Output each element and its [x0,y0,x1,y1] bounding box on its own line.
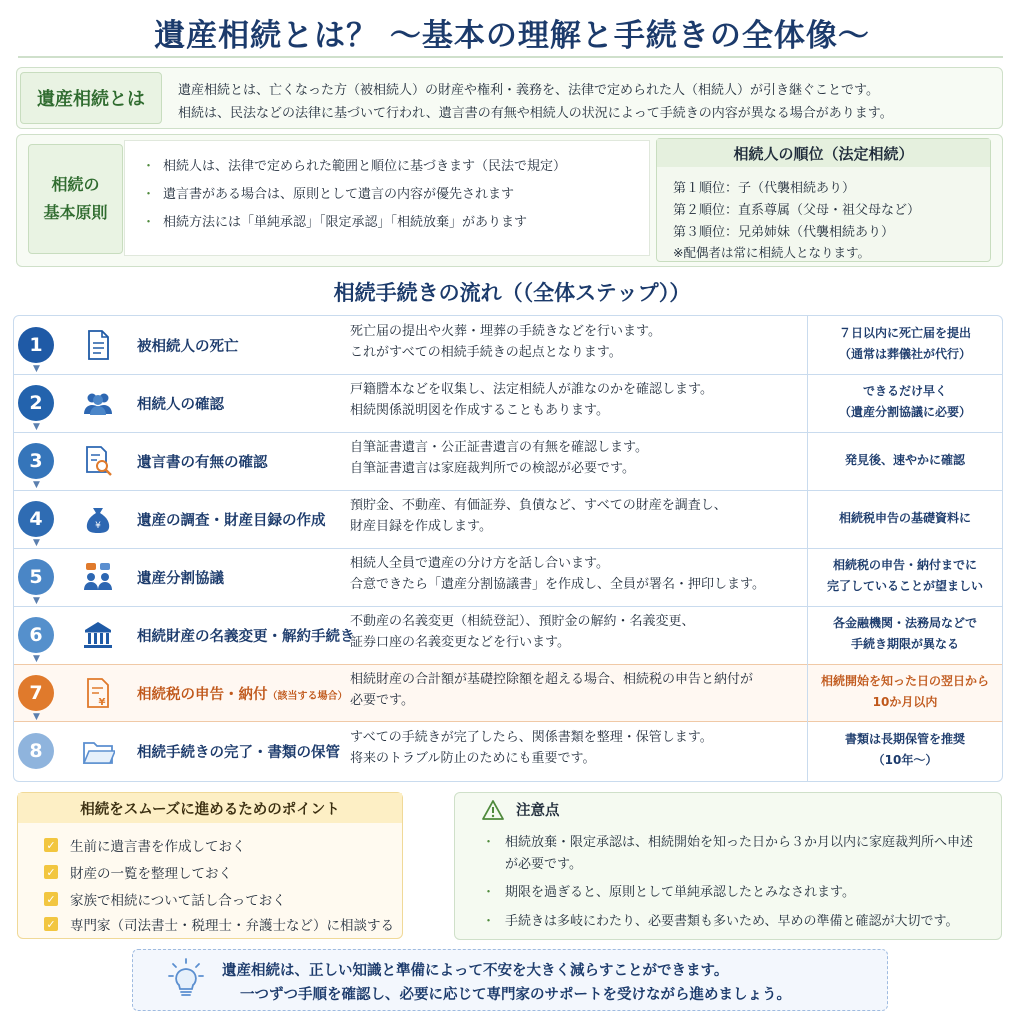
heir-rank-item: 第１順位：子（代襲相続あり） [673,181,856,196]
step-number-badge: 5 [18,559,54,595]
principle-item [142,211,527,230]
flow-row-separator [14,374,1002,375]
step-note-line-2: （10年～） [872,753,938,767]
bullet: ・ [142,215,156,230]
step-note-line-1: 書類は長期保管を推奨 [844,732,965,746]
heir-rank-item: 第２順位：直系尊属（父母・祖父母など） [673,203,921,218]
step-deadline-note [815,555,995,597]
tip-item [44,889,286,909]
flow-row-separator [14,606,1002,607]
flow-down-arrow: ▼ [33,712,40,722]
step-note-line-1: 相続税の申告・納付までに [832,558,977,572]
step-description [350,495,727,537]
step-title-text: 相続税の申告・納付 [137,687,268,703]
principle-text: 遺言書がある場合は、原則として遺言の内容が優先されます [163,187,515,202]
step-title-text: 相続人の確認 [137,397,224,413]
caution-item [482,882,855,904]
flow-down-arrow: ▼ [33,596,40,606]
step-deadline-note [815,613,995,655]
tip-text: 財産の一覧を整理しておく [70,866,232,882]
definition-label: 遺産相続とは [20,72,162,124]
page-title: 遺産相続とは？ ～基本の理解と手続きの全体像～ [154,18,870,54]
flow-row-separator [14,432,1002,433]
step-description-line-1: 死亡届の提出や火葬・埋葬の手続きなどを行います。 [350,324,661,339]
checkbox-icon: ✓ [44,838,58,852]
step-note-line-1: 各金融機関・法務局などで [832,616,977,630]
flow-down-arrow: ▼ [33,538,40,548]
step-number-badge: 8 [18,733,54,769]
step-title [137,335,239,356]
step-title [137,451,268,472]
step-description-line-1: すべての手続きが完了したら、関係書類を整理・保管します。 [350,730,713,745]
step-note-line-2: 完了していることが望ましい [826,579,983,593]
step-number-badge: 1 [18,327,54,363]
svg-text:¥: ¥ [98,697,106,708]
title-divider [18,56,1003,58]
step-note-line-1: 相続税申告の基礎資料に [838,511,971,525]
checkbox-icon: ✓ [44,865,58,879]
step-description-line-1: 自筆証書遺言・公正証書遺言の有無を確認します。 [350,440,648,455]
step-title-text: 相続財産の名義変更・解約手続き [137,629,355,645]
tip-text: 家族で相続について話し合っておく [70,893,286,909]
bullet: ・ [482,885,496,900]
step-description [350,437,648,479]
principle-text: 相続人は、法律で定められた範囲と順位に基づきます（民法で規定） [163,159,567,174]
step-title [137,509,326,530]
step-number-badge: 7 [18,675,54,711]
step-description-line-2: 合意できたら「遺産分割協議書」を作成し、全員が署名・押印します。 [350,577,765,592]
flow-row-separator [14,548,1002,549]
principles-label [28,144,123,254]
heir-rank-note: ※配偶者は常に相続人となります。 [673,245,870,260]
svg-text:¥: ¥ [95,521,101,531]
discussion-icon [81,560,115,594]
step-description [350,321,661,363]
step-description [350,611,695,653]
tip-item [44,862,232,882]
caution-header [482,799,560,820]
step-deadline-note [815,323,995,365]
bullet: ・ [482,914,496,929]
step-description [350,553,765,595]
definition-line-2: 相続は、民法などの法律に基づいて行われ、遺言書の有無や相続人の状況によって手続きの内容が異なる場合があります。 [178,106,893,121]
step-title [137,625,355,646]
step-description-line-1: 戸籍謄本などを収集し、法定相続人が誰なのかを確認します。 [350,382,713,397]
flow-down-arrow: ▼ [33,480,40,490]
step-description [350,379,713,421]
step-number-badge: 3 [18,443,54,479]
principle-item [142,183,514,202]
step-description [350,669,753,711]
step-note-line-2: 10か月以内 [872,695,938,709]
step-number-badge: 6 [18,617,54,653]
principle-item [142,155,566,174]
heir-rank-title: 相続人の順位（法定相続） [657,139,990,167]
step-title [137,393,224,414]
checkbox-icon: ✓ [44,892,58,906]
tip-text: 生前に遺言書を作成しておく [70,839,246,855]
step-description-line-2: これがすべての相続手続きの起点となります。 [350,345,622,360]
step-title [137,741,340,762]
caution-text: 期限を過ぎると、原則として単純承認したとみなされます。 [505,885,855,900]
step-note-line-1: 発見後、速やかに確認 [844,453,965,467]
step-title-text: 遺産の調査・財産目録の作成 [137,513,326,529]
step-description-line-2: 相続関係説明図を作成することもあります。 [350,403,609,418]
flow-down-arrow: ▼ [33,654,40,664]
step-description-line-2: 自筆証書遺言は家庭裁判所での検認が必要です。 [350,461,635,476]
step-title-text: 遺言書の有無の確認 [137,455,268,471]
step-deadline-note [815,729,995,771]
step-title [137,567,224,588]
step-title-text: 相続手続きの完了・書類の保管 [137,745,340,761]
tips-title: 相続をスムーズに進めるためのポイント [18,793,402,823]
step-description-line-2: 財産目録を作成します。 [350,519,492,534]
step-title-text: 被相続人の死亡 [137,339,239,355]
footer-line-1: 遺産相続は、正しい知識と準備によって不安を大きく減らすことができます。 [222,963,729,979]
definition-line-1: 遺産相続とは、亡くなった方（被相続人）の財産や権利・義務を、法律で定められた人（相続人）が引き継ぐことです。 [178,83,879,98]
step-title-qualifier: （該当する場合） [267,691,348,702]
caution-title: 注意点 [516,803,560,819]
tip-item [44,914,394,934]
warning-icon [482,800,504,820]
caution-text: 相続放棄・限定承認は、相続開始を知った日から３か月以内に家庭裁判所へ申述が必要です。 [505,835,974,872]
bullet: ・ [482,835,496,850]
step-description [350,727,713,769]
caution-item [482,832,982,876]
flow-title: 相続手続きの流れ（（全体ステップ）） [333,281,691,305]
step-note-line-1: ７日以内に死亡届を提出 [838,326,971,340]
heir-rank-item: 第３順位：兄弟姉妹（代襲相続あり） [673,225,895,240]
step-deadline-note [815,381,995,423]
step-note-line-2: 手続き期限が異なる [850,637,959,651]
step-description-line-1: 相続財産の合計額が基礎控除額を超える場合、相続税の申告と納付が [350,672,754,687]
footer-line-2: 一つずつ手順を確認し、必要に応じて専門家のサポートを受けながら進めましょう。 [240,987,791,1003]
step-note-line-2: （通常は葬儀社が代行） [838,347,971,361]
step-note-line-1: できるだけ早く [862,384,947,398]
step-deadline-note [815,671,995,713]
step-description-line-1: 相続人全員で遺産の分け方を話し合います。 [350,556,609,571]
search-document-icon [81,444,115,478]
step-note-line-1: 相続開始を知った日の翌日から [820,674,989,688]
flow-row-separator [14,490,1002,491]
principle-text: 相続方法には「単純承認」「限定承認」「相続放棄」があります [163,215,528,230]
folder-icon [81,734,115,768]
document-icon [81,328,115,362]
step-description-line-1: 預貯金、不動産、有価証券、負債など、すべての財産を調査し、 [350,498,727,513]
caution-text: 手続きは多岐にわたり、必要書類も多いため、早めの準備と確認が大切です。 [505,914,959,929]
caution-item [482,911,958,933]
tip-item [44,835,246,855]
money-bag-icon [81,502,115,536]
flow-down-arrow: ▼ [33,422,40,432]
bullet: ・ [142,187,156,202]
step-description-line-2: 証券口座の名義変更などを行います。 [350,635,570,650]
step-description-line-2: 将来のトラブル防止のためにも重要です。 [350,751,596,766]
flow-down-arrow: ▼ [33,364,40,374]
step-deadline-note [815,450,995,471]
step-note-line-2: （遺産分割協議に必要） [838,405,971,419]
step-title-text: 遺産分割協議 [137,571,224,587]
step-number-badge: 4 [18,501,54,537]
principles-label-line-2: 基本原則 [43,203,108,222]
step-description-line-1: 不動産の名義変更（相続登記）、預貯金の解約・名義変更、 [350,614,695,629]
flow-column-divider [807,316,808,781]
bullet: ・ [142,159,156,174]
tax-form-icon [81,676,115,710]
principles-label-line-1: 相続の [51,175,100,194]
checkbox-icon: ✓ [44,917,58,931]
tip-text: 専門家（司法書士・税理士・弁護士など）に相談する [70,918,394,934]
step-deadline-note [815,508,995,529]
people-icon [81,386,115,420]
step-number-badge: 2 [18,385,54,421]
step-description-line-2: 必要です。 [350,693,414,708]
bank-icon [81,618,115,652]
step-title [137,683,348,704]
lightbulb-icon [168,958,204,1002]
